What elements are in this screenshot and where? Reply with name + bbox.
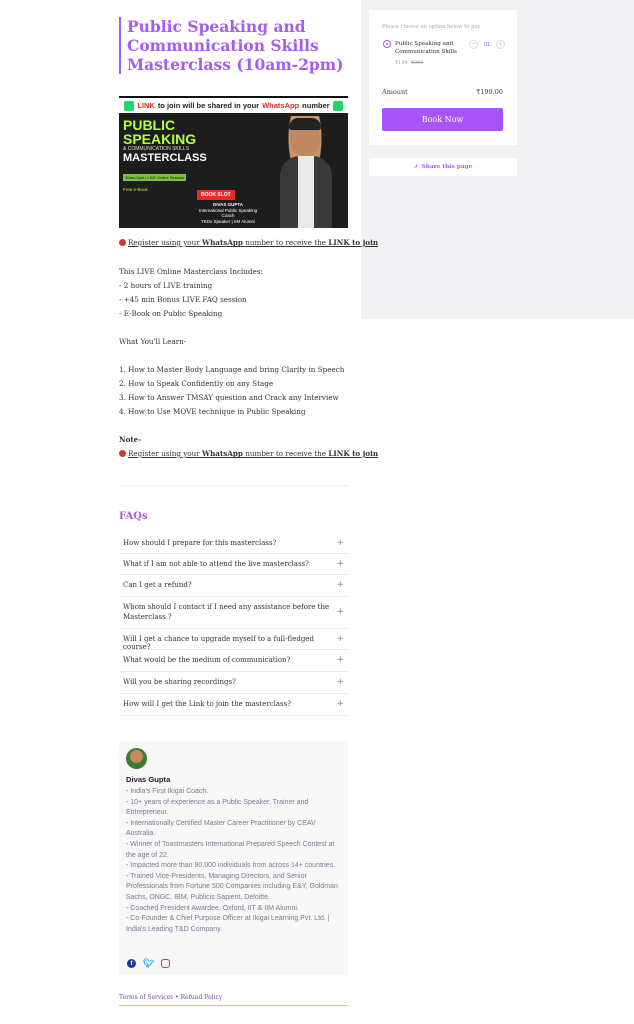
banner-speaker-line-2: TEDx Speaker | IIM Alumni [201, 218, 255, 224]
banner-speaker-line-1: International Public Speaking Coach [198, 207, 258, 218]
banner-whatsapp-word: WhatsApp [262, 101, 300, 110]
banner-top-text: to join will be shared in your [157, 101, 260, 110]
faq-item[interactable] [119, 554, 348, 575]
faq-item[interactable] [119, 672, 348, 694]
includes-item: - +45 min Bonus LIVE FAQ session [119, 295, 247, 304]
faq-question: Can I get a refund? [123, 581, 192, 589]
social-links [127, 959, 170, 968]
banner-book-slot: BOOK SLOT [197, 190, 235, 200]
author-bio [126, 787, 344, 935]
footer-links [119, 994, 222, 1001]
quantity-stepper [469, 40, 505, 49]
banner-masterclass: MASTERCLASS [123, 152, 207, 164]
plus-icon[interactable]: + [336, 655, 344, 665]
bio-line: - Coached President Awardee, Oxford, IIT & IIM Alumni. [126, 904, 299, 912]
checkout-card [369, 10, 517, 145]
footer-divider [119, 1005, 348, 1006]
banner-speaking: SPEAKING [123, 131, 197, 147]
faq-item[interactable] [119, 629, 348, 650]
register-notice[interactable]: Register using your WhatsApp number to receive the LINK to join [119, 238, 378, 247]
learn-item: 1. How to Master Body Language and bring Clarity in Speech [119, 365, 345, 374]
banner-left-text [123, 118, 243, 192]
bio-line: - Winner of Toastmasters International Prepared Speech Contest at the age of 22. [126, 840, 335, 859]
amount-label: Amount [382, 88, 408, 96]
speaker-portrait [270, 116, 340, 228]
bio-line: - Co-Founder & Chief Purpose Officer at Ikigai Learning Pvt. Ltd. | India's Leading T&D Company. [126, 915, 330, 933]
plus-icon[interactable]: + [336, 634, 344, 644]
learn-item: 2. How to Speak Confidently on any Stage [119, 379, 274, 388]
bio-line: - Impacted more than 90,000 individuals from across 14+ countries. [126, 862, 336, 870]
option-price [395, 60, 423, 66]
plus-icon[interactable]: + [336, 538, 344, 548]
increment-button[interactable]: + [496, 40, 505, 49]
banner-public: PUBLIC [123, 117, 176, 133]
page-title: Public Speaking and Communication Skills Masterclass (10am-2pm) [127, 17, 344, 74]
learn-heading: What You'll Learn- [119, 337, 187, 346]
includes-item: - E-Book on Public Speaking [119, 309, 223, 318]
whatsapp-icon [124, 101, 134, 111]
bio-line: - 10+ years of experience as a Public Speaker, Trainer and Entrepreneur. [126, 798, 309, 817]
refund-policy-link[interactable]: Refund Policy [180, 994, 223, 1001]
faqs-title: FAQs [119, 511, 148, 522]
banner-sub: & COMMUNICATION SKILLS [123, 146, 190, 152]
option-radio[interactable] [383, 40, 391, 48]
faq-item[interactable] [119, 650, 348, 672]
terms-link[interactable]: Terms of Services [119, 994, 174, 1001]
author-name: Divas Gupta [126, 775, 171, 784]
author-card [119, 741, 348, 975]
banner-link-word: LINK [137, 101, 155, 110]
payment-hint: Please choose an option below to pay [382, 24, 481, 30]
learn-item: 3. How to Answer TMSAY question and Crack any Interview [119, 393, 339, 402]
faq-question: Will you be sharing recordings? [123, 678, 236, 686]
learn-item: 4. How to Use MOVE technique in Public Speaking [119, 407, 306, 416]
includes-item: - 2 hours of LIVE training [119, 281, 213, 290]
faq-item[interactable] [119, 597, 348, 629]
faq-item[interactable] [119, 694, 348, 716]
banner-speaker-info [193, 202, 263, 224]
red-circle-icon [119, 450, 126, 457]
plus-icon[interactable]: + [336, 607, 344, 617]
book-now-button[interactable]: Book Now [382, 108, 503, 131]
banner-top-strip [119, 96, 348, 113]
quantity-value: 01 [483, 41, 491, 48]
banner-top-text-2: number [302, 101, 330, 110]
red-circle-icon [119, 239, 126, 246]
share-icon: ⤴ [413, 164, 419, 170]
plus-icon[interactable]: + [336, 559, 344, 569]
register-notice-2[interactable]: Register using your WhatsApp number to receive the LINK to join [119, 449, 378, 458]
note-heading: Note- [119, 435, 142, 444]
bio-line: - India's First Ikigai Coach. [126, 788, 209, 795]
instagram-icon[interactable] [161, 959, 170, 968]
faq-question: What would be the medium of communication? [123, 656, 291, 664]
faq-question: Will I get a chance to upgrade myself to a full-fledged course? [123, 635, 314, 651]
banner-free-ebook: Free e-Book [123, 187, 148, 192]
current-price: ₹199 [395, 60, 408, 66]
banner-speaker-name: DIVAS GUPTA [212, 202, 244, 207]
faq-item[interactable] [119, 575, 348, 597]
faq-item[interactable] [119, 533, 348, 554]
amount-value: ₹199.00 [476, 88, 503, 96]
avatar [126, 748, 147, 769]
includes-heading: This LIVE Online Masterclass Includes: [119, 267, 263, 276]
decrement-button[interactable]: − [469, 40, 478, 49]
original-price: ₹999 [410, 60, 424, 66]
footer-separator: • [175, 994, 179, 1001]
plus-icon[interactable]: + [336, 677, 344, 687]
twitter-icon[interactable]: 🐦︎ [142, 958, 155, 968]
bio-line: - Internationally Certified Master Career Practitioner by CEAV Australia. [126, 819, 316, 838]
banner-schedule: 10am-2pm | LIVE Online Session [125, 175, 185, 180]
option-name: Public Speaking and Communication Skills [395, 41, 457, 55]
share-page-button[interactable] [369, 158, 517, 176]
section-divider [119, 485, 348, 486]
facebook-icon[interactable]: f [127, 959, 136, 968]
share-label: Share this page [421, 164, 473, 170]
whatsapp-icon [333, 101, 343, 111]
course-banner-image [119, 96, 348, 228]
course-title-block [119, 17, 348, 74]
faq-question: How should I prepare for this masterclass? [123, 539, 277, 547]
plus-icon[interactable]: + [336, 580, 344, 590]
faq-question: How will I get the Link to join the masterclass? [123, 700, 291, 708]
bio-line: - Trained Vice-Presidents, Managing Directors, and Senior Professionals from Fortune 500 Companies including E&Y, Goldman Sachs, ONGC, IBM, Publicis Sapient, Deloitte. [126, 872, 338, 901]
faq-question: Whom should I contact if I need any assistance before the Masterclass ? [123, 603, 330, 621]
plus-icon[interactable]: + [336, 699, 344, 709]
faq-question: What if I am not able to attend the live masterclass? [123, 560, 309, 568]
